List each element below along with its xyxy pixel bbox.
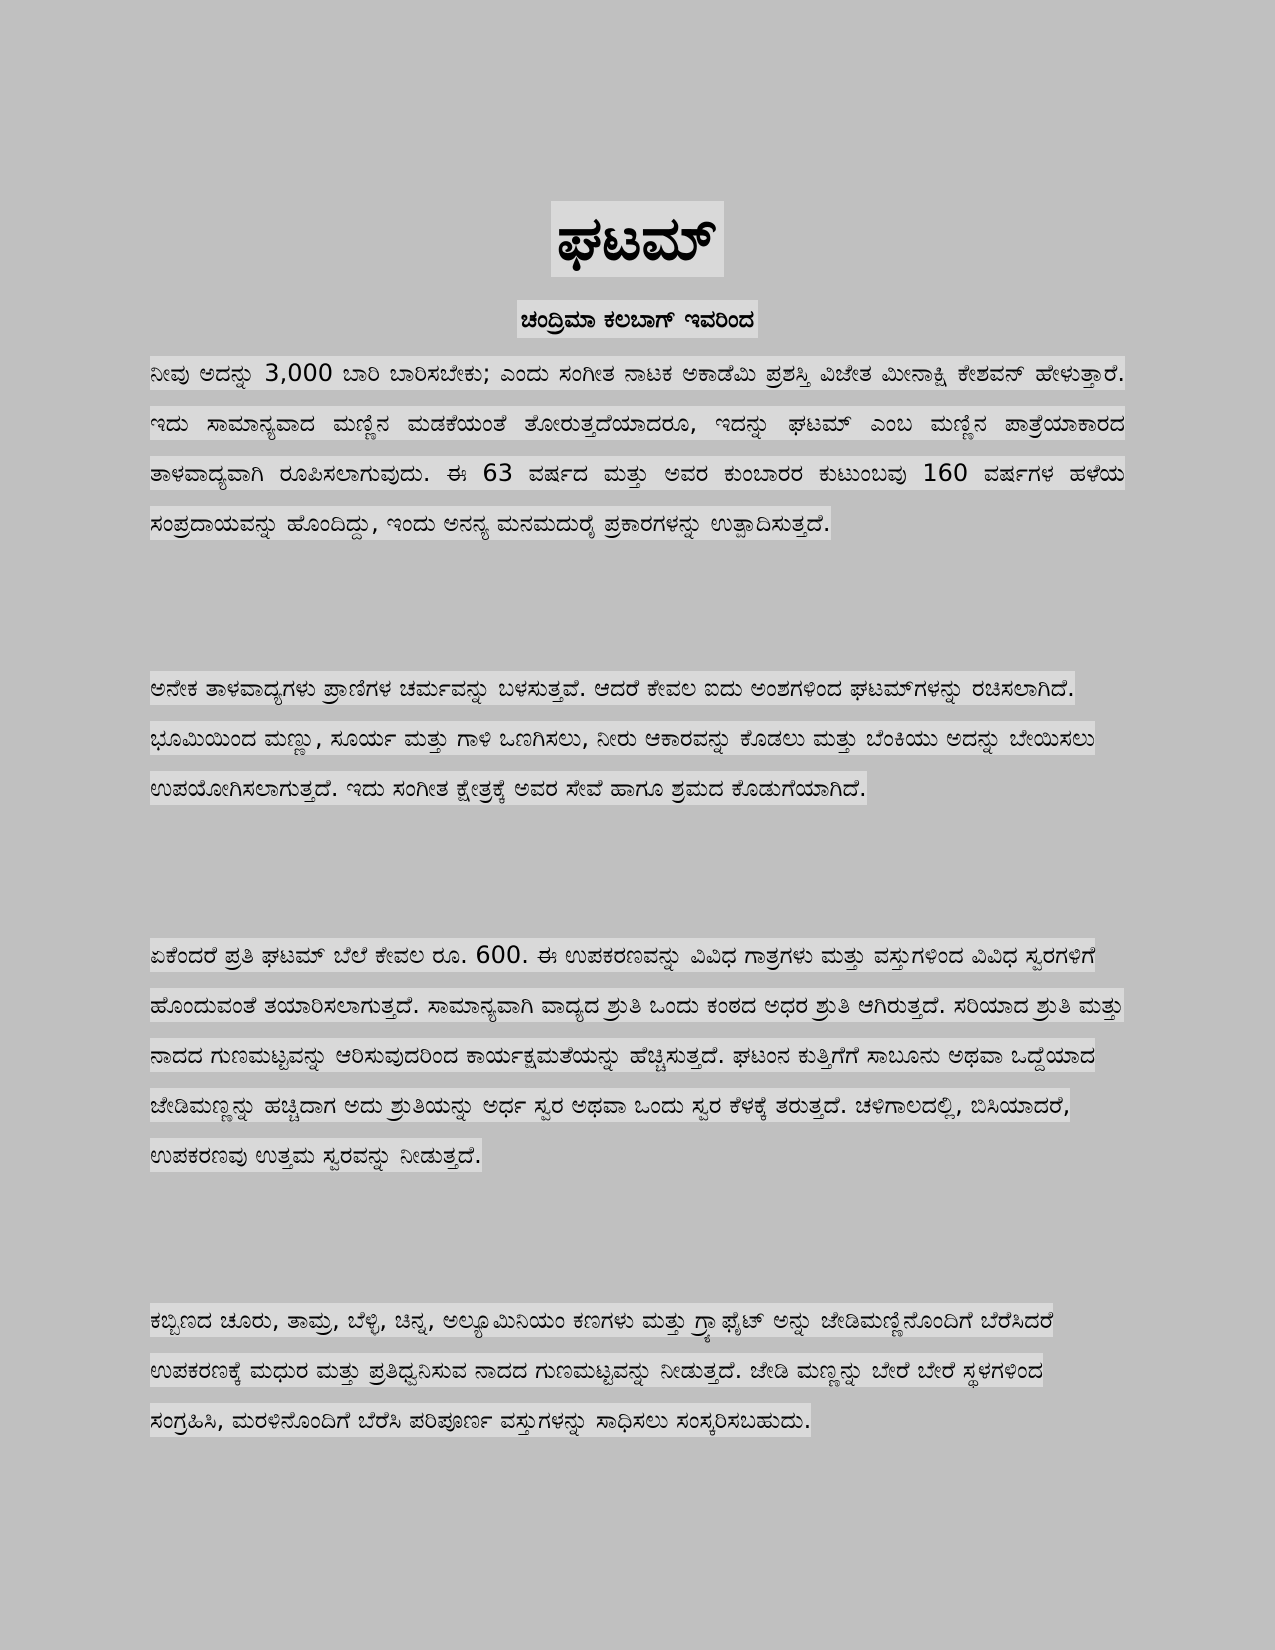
- author-byline: ಚಂದ್ರಿಮಾ ಕಲಬಾಗ್ ಇವರಿಂದ: [517, 300, 758, 338]
- document-title: ಘಟಮ್: [551, 201, 724, 277]
- subtitle-container: [0, 300, 1275, 338]
- title-container: [0, 201, 1275, 277]
- paragraph-tuning: [150, 930, 1125, 1180]
- paragraph-text: ನೀವು ಅದನ್ನು 3,000 ಬಾರಿ ಬಾರಿಸಬೇಕು; ಎಂದು ಸಂಗೀತ ನಾಟಕ ಅಕಾಡೆಮಿ ಪ್ರಶಸ್ತಿ ವಿಜೇತ ಮೀನಾಕ್ಷಿ ಕೇಶವನ್ ಹೇಳುತ್ತಾರೆ. ಇದು ಸಾಮಾನ್ಯವಾದ ಮಣ್ಣಿನ ಮಡಕೆಯಂತೆ ತೋರುತ್ತದೆಯಾದರೂ, ಇದನ್ನು ಘಟಮ್ ಎಂಬ ಮಣ್ಣಿನ ಪಾತ್ರೆಯಾಕಾರದ ತಾಳವಾದ್ಯವಾಗಿ ರೂಪಿಸಲಾಗುವುದು. ಈ 63 ವರ್ಷದ ಮತ್ತು ಅವರ ಕುಂಬಾರರ ಕುಟುಂಬವು 160 ವರ್ಷಗಳ ಹಳೆಯ ಸಂಪ್ರದಾಯವನ್ನು ಹೊಂದಿದ್ದು, ಇಂದು ಅನನ್ಯ ಮನಮದುರೈ ಪ್ರಕಾರಗಳನ್ನು ಉತ್ಪಾದಿಸುತ್ತದೆ.: [150, 356, 1125, 540]
- paragraph-intro: [150, 348, 1125, 548]
- paragraph-elements: [150, 663, 1125, 813]
- paragraph-text: ಅನೇಕ ತಾಳವಾದ್ಯಗಳು ಪ್ರಾಣಿಗಳ ಚರ್ಮವನ್ನು ಬಳಸುತ್ತವೆ. ಆದರೆ ಕೇವಲ ಐದು ಅಂಶಗಳಿಂದ ಘಟಮ್‌ಗಳನ್ನು ರಚಿಸಲಾಗಿದೆ. ಭೂಮಿಯಿಂದ ಮಣ್ಣು, ಸೂರ್ಯ ಮತ್ತು ಗಾಳಿ ಒಣಗಿಸಲು, ನೀರು ಆಕಾರವನ್ನು ಕೊಡಲು ಮತ್ತು ಬೆಂಕಿಯು ಅದನ್ನು ಬೇಯಿಸಲು ಉಪಯೋಗಿಸಲಾಗುತ್ತದೆ. ಇದು ಸಂಗೀತ ಕ್ಷೇತ್ರಕ್ಕೆ ಅವರ ಸೇವೆ ಹಾಗೂ ಶ್ರಮದ ಕೊಡುಗೆಯಾಗಿದೆ.: [150, 671, 1095, 805]
- paragraph-materials: [150, 1295, 1125, 1445]
- paragraph-text: ಕಬ್ಬಿಣದ ಚೂರು, ತಾಮ್ರ, ಬೆಳ್ಳಿ, ಚಿನ್ನ, ಅಲ್ಯೂಮಿನಿಯಂ ಕಣಗಳು ಮತ್ತು ಗ್ರ್ಯಾಫೈಟ್ ಅನ್ನು ಜೇಡಿಮಣ್ಣಿನೊಂದಿಗೆ ಬೆರೆಸಿದರೆ ಉಪಕರಣಕ್ಕೆ ಮಧುರ ಮತ್ತು ಪ್ರತಿಧ್ವನಿಸುವ ನಾದದ ಗುಣಮಟ್ಟವನ್ನು ನೀಡುತ್ತದೆ. ಜೇಡಿ ಮಣ್ಣನ್ನು ಬೇರೆ ಬೇರೆ ಸ್ಥಳಗಳಿಂದ ಸಂಗ್ರಹಿಸಿ, ಮರಳಿನೊಂದಿಗೆ ಬೆರೆಸಿ ಪರಿಪೂರ್ಣ ವಸ್ತುಗಳನ್ನು ಸಾಧಿಸಲು ಸಂಸ್ಕರಿಸಬಹುದು.: [150, 1303, 1053, 1437]
- paragraph-text: ಏಕೆಂದರೆ ಪ್ರತಿ ಘಟಮ್ ಬೆಲೆ ಕೇವಲ ರೂ. 600. ಈ ಉಪಕರಣವನ್ನು ವಿವಿಧ ಗಾತ್ರಗಳು ಮತ್ತು ವಸ್ತುಗಳಿಂದ ವಿವಿಧ ಸ್ವರಗಳಿಗೆ ಹೊಂದುವಂತೆ ತಯಾರಿಸಲಾಗುತ್ತದೆ. ಸಾಮಾನ್ಯವಾಗಿ ವಾದ್ಯದ ಶ್ರುತಿ ಒಂದು ಕಂಠದ ಅಧರ ಶ್ರುತಿ ಆಗಿರುತ್ತದೆ. ಸರಿಯಾದ ಶ್ರುತಿ ಮತ್ತು ನಾದದ ಗುಣಮಟ್ಟವನ್ನು ಆರಿಸುವುದರಿಂದ ಕಾರ್ಯಕ್ಷಮತೆಯನ್ನು ಹೆಚ್ಚಿಸುತ್ತದೆ. ಘಟಂನ ಕುತ್ತಿಗೆಗೆ ಸಾಬೂನು ಅಥವಾ ಒದ್ದೆಯಾದ ಜೇಡಿಮಣ್ಣನ್ನು ಹಚ್ಚಿದಾಗ ಅದು ಶ್ರುತಿಯನ್ನು ಅರ್ಧ ಸ್ವರ ಅಥವಾ ಒಂದು ಸ್ವರ ಕೆಳಕ್ಕೆ ತರುತ್ತದೆ. ಚಳಿಗಾಲದಲ್ಲಿ, ಬಿಸಿಯಾದರೆ, ಉಪಕರಣವು ಉತ್ತಮ ಸ್ವರವನ್ನು ನೀಡುತ್ತದೆ.: [150, 938, 1124, 1172]
